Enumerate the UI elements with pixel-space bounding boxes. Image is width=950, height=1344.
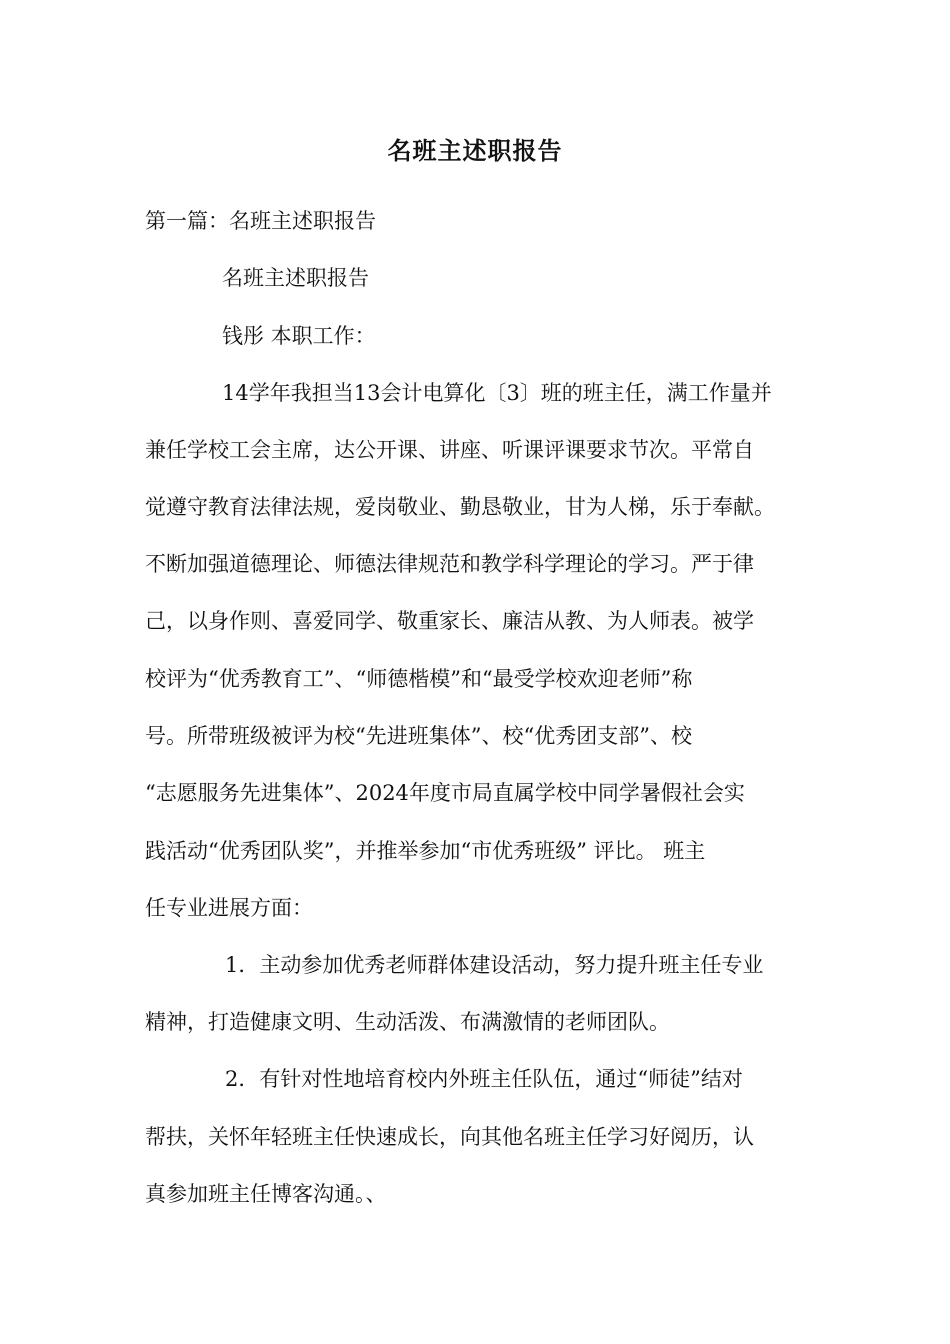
paragraph-line: “志愿服务先进集体”、2024年度市局直属学校中同学暑假社会实 — [145, 781, 745, 805]
paragraph-line: 己，以身作则、喜爱同学、敬重家长、廉洁从教、为人师表。被学 — [145, 609, 754, 633]
paragraph-line: 任专业进展方面： — [145, 896, 313, 920]
document-title: 名班主述职报告 — [387, 136, 563, 165]
section-heading: 第一篇：名班主述职报告 — [145, 209, 376, 233]
paragraph-line: 不断加强道德理论、师德法律规范和教学科学理论的学习。严于律 — [145, 552, 754, 576]
paragraph-line: 号。所带班级被评为校“先进班集体”、校“优秀团支部”、校 — [145, 724, 692, 748]
list-item-line: 精神，打造健康文明、生动活泼、布满激情的老师团队。 — [145, 1010, 670, 1034]
list-item-line: 真参加班主任博客沟通。、 — [145, 1182, 387, 1206]
paragraph-line: 觉遵守教育法律法规，爱岗敬业、勤恳敬业，甘为人梯，乐于奉献。 — [145, 495, 775, 519]
list-item-line: 1．主动参加优秀老师群体建设活动，努力提升班主任专业 — [225, 953, 764, 977]
list-item-line: 帮扶，关怀年轻班主任快速成长，向其他名班主任学习好阅历，认 — [145, 1125, 754, 1149]
list-item-line: 2．有针对性地培育校内外班主任队伍，通过“师徒”结对 — [225, 1067, 743, 1091]
paragraph-line: 践活动“优秀团队奖”，并推举参加“市优秀班级” 评比。 班主 — [145, 839, 706, 863]
author-line: 钱彤 本职工作： — [222, 324, 376, 348]
paragraph-line: 14学年我担当13会计电算化〔3〕班的班主任，满工作量并 — [222, 381, 772, 405]
report-heading: 名班主述职报告 — [222, 266, 369, 290]
paragraph-line: 校评为“优秀教育工”、“师德楷模”和“最受学校欢迎老师”称 — [145, 667, 693, 691]
paragraph-line: 兼任学校工会主席，达公开课、讲座、听课评课要求节次。平常自 — [145, 438, 754, 462]
